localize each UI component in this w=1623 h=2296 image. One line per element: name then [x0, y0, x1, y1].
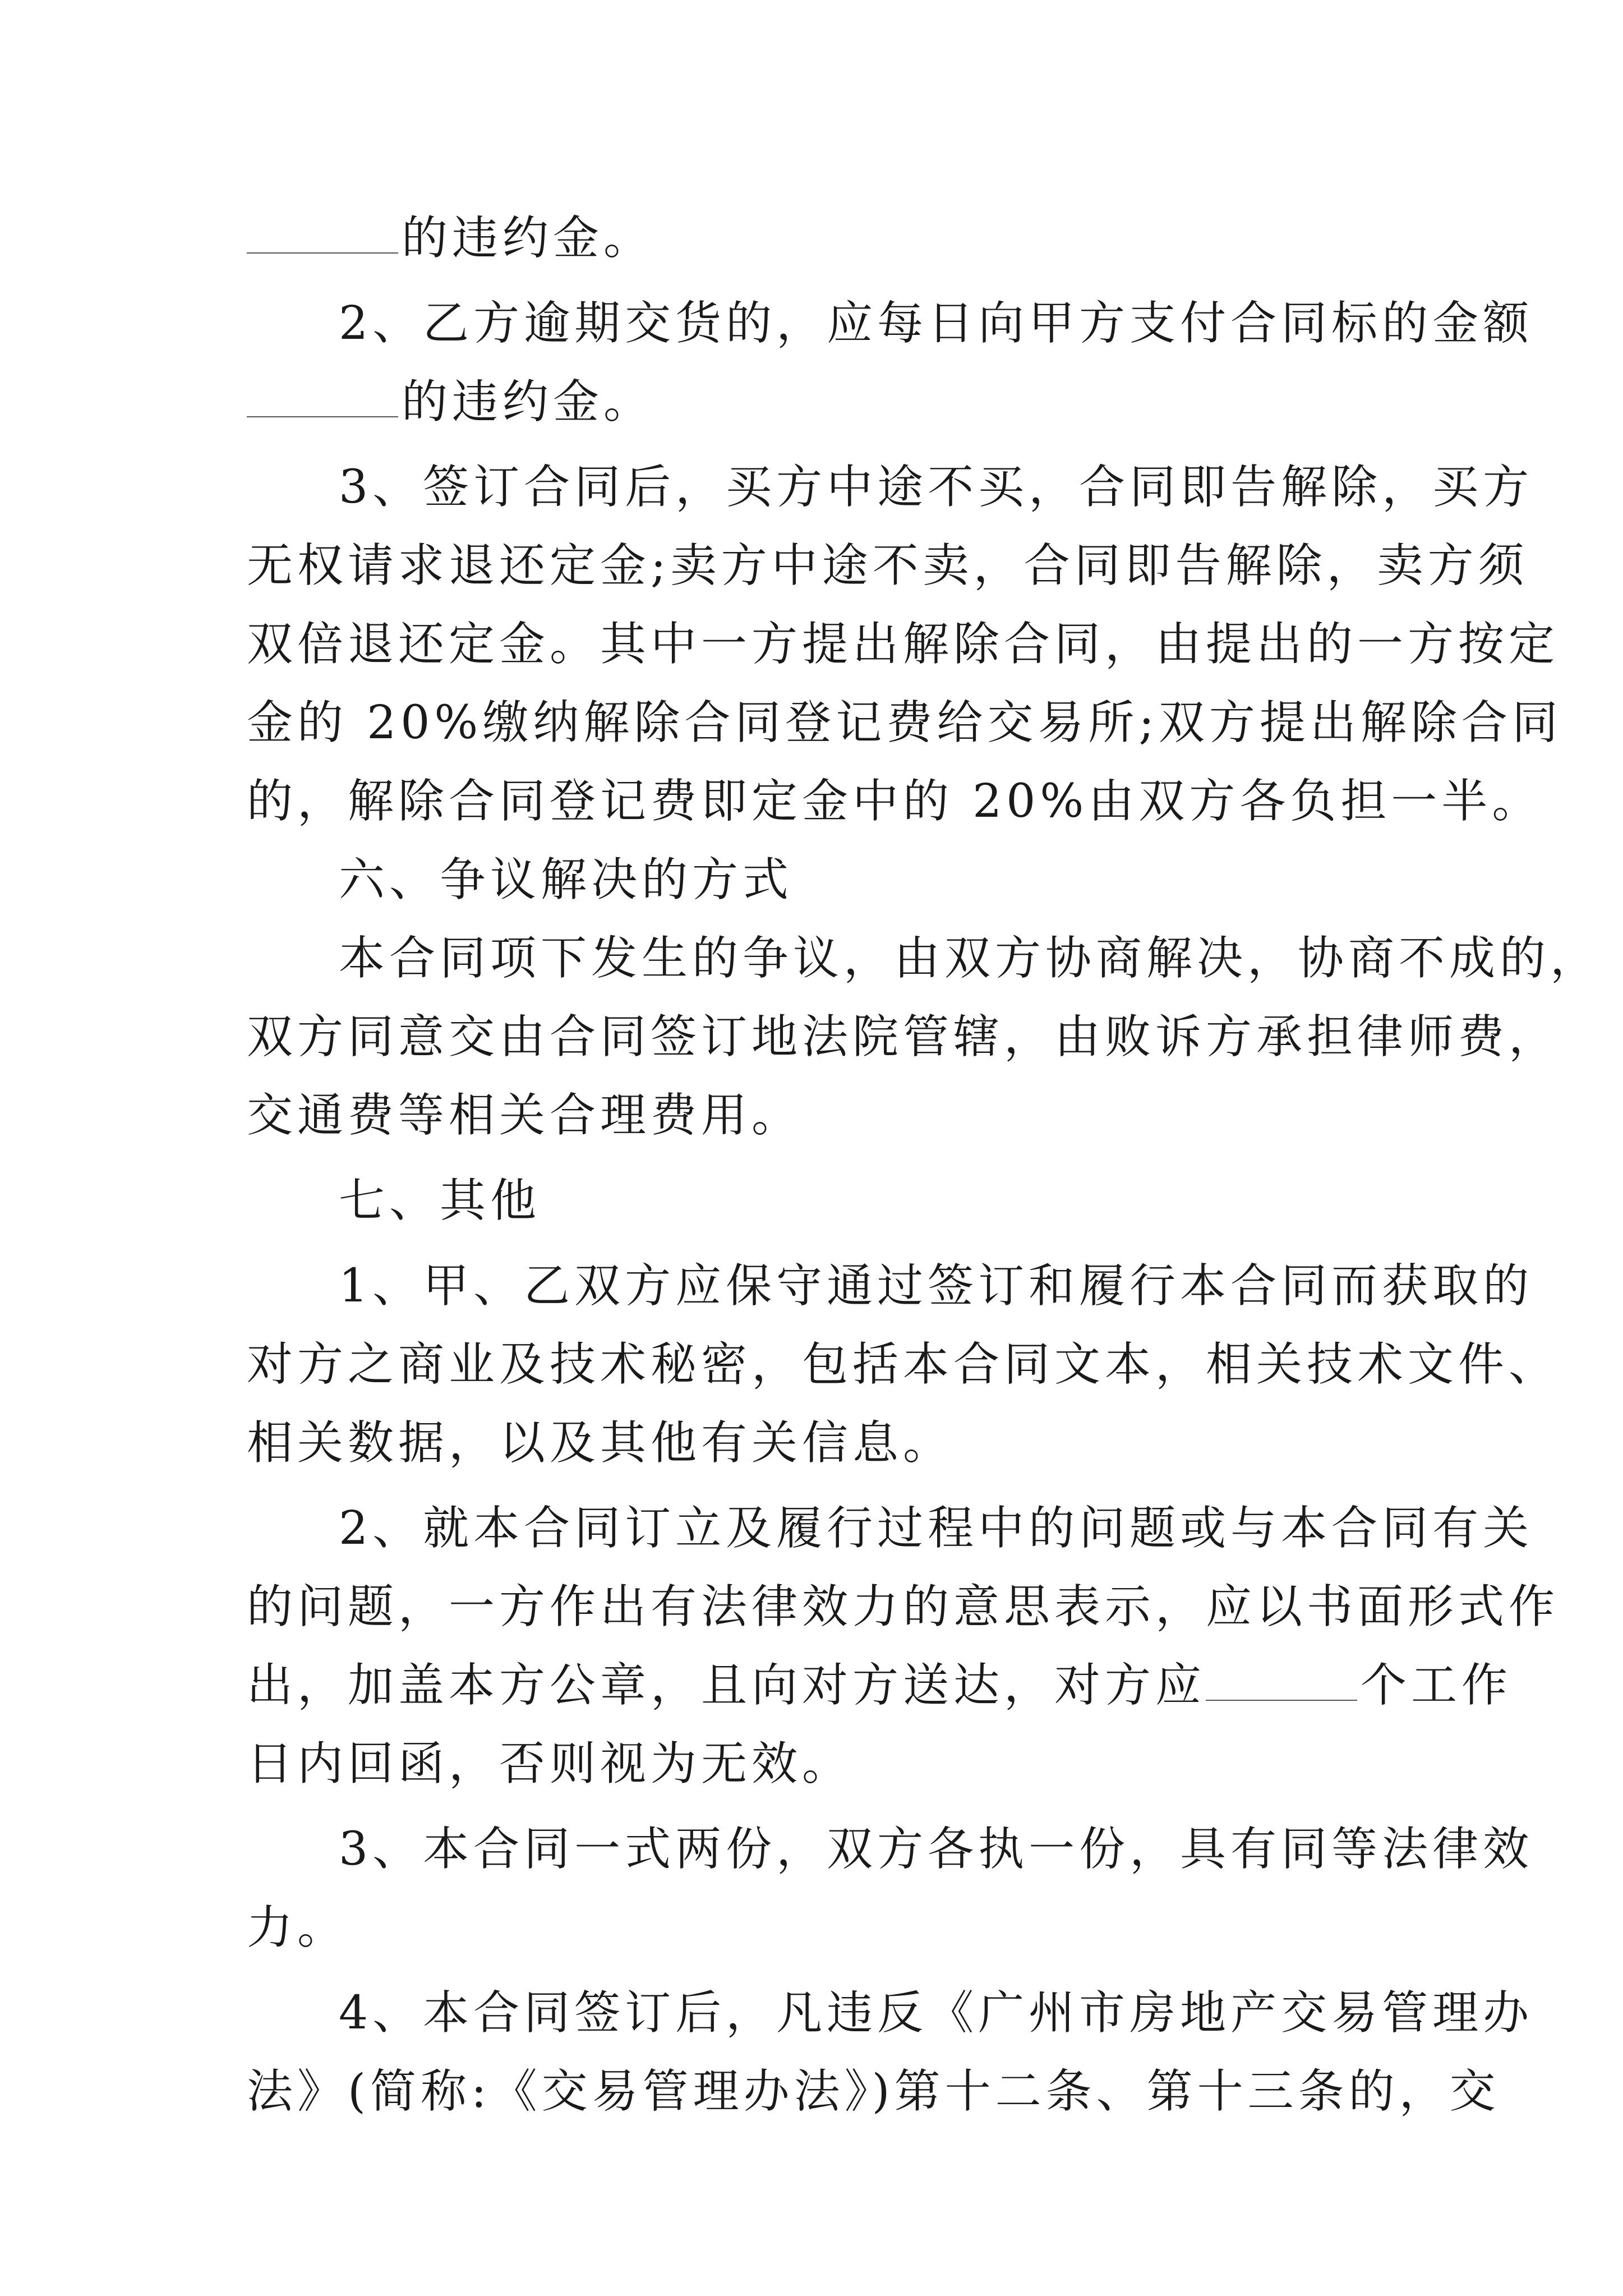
- line-text: 的问题，一方作出有法律效力的意思表示，应以书面形式作: [247, 1580, 1560, 1634]
- text-line: [247, 1974, 1534, 2053]
- blank-underline: [247, 383, 398, 417]
- line-text: 个工作: [1361, 1659, 1513, 1712]
- line-text: 六、争议解决的方式: [339, 853, 794, 907]
- line-text: 对方之商业及技术秘密，包括本合同文本，相关技术文件、: [247, 1338, 1560, 1391]
- line-text: 2、就本合同订立及履行过程中的问题或与本合同有关: [339, 1502, 1534, 1555]
- document-page: [247, 199, 1601, 2131]
- text-line: [247, 1489, 1534, 1568]
- line-text: 的违约金。: [402, 211, 654, 265]
- text-line: [247, 1889, 1391, 1967]
- section-heading: [247, 1162, 1391, 1240]
- text-line: [247, 762, 1543, 841]
- blank-underline: [247, 219, 398, 254]
- text-line: [247, 605, 1560, 684]
- text-line: [247, 1646, 1513, 1725]
- section-heading: [247, 841, 1391, 919]
- text-line: [247, 448, 1534, 527]
- text-line: [247, 2053, 1500, 2131]
- text-line: [247, 199, 1391, 278]
- line-text: 3、本合同一式两份，双方各执一份，具有同等法律效: [339, 1823, 1534, 1876]
- line-text: 双方同意交由合同签订地法院管辖，由败诉方承担律师费，: [247, 1010, 1560, 1064]
- line-text: 出，加盖本方公章，且向对方送达，对方应: [247, 1659, 1206, 1712]
- line-text: 1、甲、乙双方应保守通过签订和履行本合同而获取的: [339, 1259, 1534, 1313]
- text-line: [247, 919, 1601, 998]
- line-text: 2、乙方逾期交货的，应每日向甲方支付合同标的金额: [339, 297, 1534, 350]
- blank-underline: [1206, 1666, 1357, 1701]
- text-line: [247, 684, 1562, 762]
- text-line: [247, 284, 1534, 363]
- line-text: 无权请求退还定金;卖方中途不卖，合同即告解除，卖方须: [247, 539, 1529, 592]
- text-line: [247, 527, 1529, 605]
- line-text: 的，解除合同登记费即定金中的 20%由双方各负担一半。: [247, 775, 1543, 828]
- line-text: 力。: [247, 1901, 348, 1954]
- line-text: 法》(简称:《交易管理办法》)第十二条、第十三条的，交: [247, 2065, 1500, 2118]
- line-text: 的违约金。: [402, 375, 654, 429]
- line-text: 双倍退还定金。其中一方提出解除合同，由提出的一方按定: [247, 618, 1560, 671]
- line-text: 金的 20%缴纳解除合同登记费给交易所;双方提出解除合同: [247, 696, 1562, 749]
- text-line: [247, 1725, 1391, 1803]
- text-line: [247, 363, 1391, 441]
- line-text: 日内回函，否则视为无效。: [247, 1737, 853, 1791]
- text-line: [247, 1326, 1560, 1404]
- line-text: 交通费等相关合理费用。: [247, 1089, 803, 1142]
- text-line: [247, 1568, 1560, 1646]
- text-line: [247, 1076, 1391, 1155]
- text-line: [247, 1247, 1534, 1326]
- line-text: 3、签订合同后，买方中途不买，合同即告解除，买方: [339, 461, 1534, 514]
- text-line: [247, 998, 1560, 1076]
- line-text: 4、本合同签订后，凡违反《广州市房地产交易管理办: [339, 1986, 1534, 2040]
- line-text: 相关数据，以及其他有关信息。: [247, 1416, 954, 1470]
- text-line: [247, 1404, 1391, 1483]
- line-text: 七、其他: [339, 1174, 541, 1227]
- line-text: 本合同项下发生的争议，由双方协商解决，协商不成的，: [339, 932, 1601, 985]
- text-line: [247, 1810, 1534, 1889]
